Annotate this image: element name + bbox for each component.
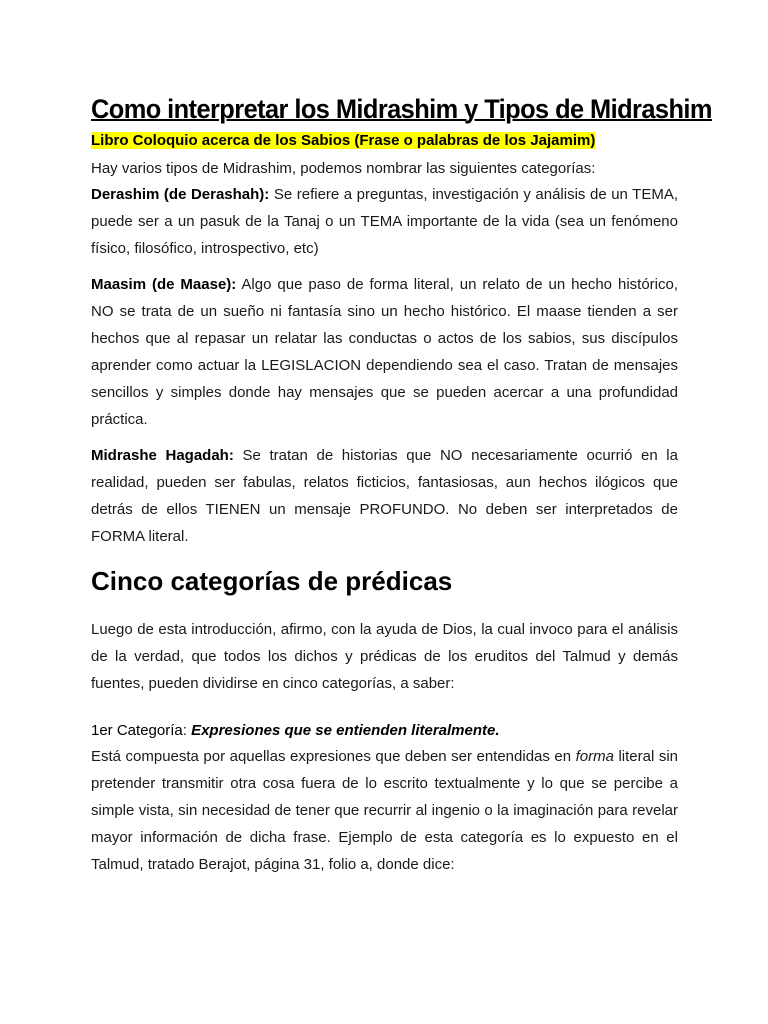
section-text: Algo que paso de forma literal, un relato de un hecho histórico, NO se trata de un sueño ni fantasía sino un hecho histórico. El maase tienden a ser hechos que al repasar un relatar las conductas o actos de los sabios, sus discípulos aprender como actuar la LEGISLACION dependiendo sea el caso. Tratan de mensajes sencillos y simples donde hay mensajes que se pueden acercar a una profundidad práctica.	[91, 276, 679, 428]
category-text-after: literal sin pretender transmitir otra cosa fuera de lo escrito textualmente y lo que se percibe a simple vista, sin necesidad de tener que recurrir al ingenio o la imaginación para revelar mayor información de dicha frase. Ejemplo de esta categoría es lo expuesto en el Talmud, tratado Berajot, página 31, folio a, donde dice:	[91, 748, 678, 873]
section-derashim	[91, 181, 678, 262]
section-text: Se refiere a preguntas, investigación y análisis de un TEMA, puede ser a un pasuk de la Tanaj o un TEMA importante de la vida (sea un fenómeno físico, filosófico, introspectivo, etc)	[91, 186, 678, 257]
section-term: Midrashe Hagadah:	[91, 447, 234, 464]
category-text-before: Está compuesta por aquellas expresiones que deben ser entendidas en	[91, 748, 576, 765]
category-1-heading	[91, 719, 678, 743]
section-text: Se tratan de historias que NO necesariamente ocurrió en la realidad, pueden ser fabulas, relatos ficticios, fantasiosas, aun hechos ilógicos que detrás de ellos TIENEN un mensaje PROFUNDO. No deben ser interpretados de FORMA literal.	[91, 447, 678, 545]
section-heading: Cinco categorías de prédicas	[91, 566, 453, 596]
category-title: Expresiones que se entienden literalmente.	[191, 722, 500, 739]
category-separator: :	[182, 722, 192, 739]
section-maasim	[91, 271, 678, 433]
category-text-italic: forma	[575, 748, 614, 765]
category-label: 1er Categoría	[91, 722, 183, 739]
document-title: Como interpretar los Midrashim y Tipos de Midrashim	[91, 94, 712, 124]
section-term: Maasim (de Maase):	[91, 276, 237, 293]
section-term: Derashim (de Derashah):	[91, 186, 270, 203]
document-content	[91, 92, 712, 878]
categories-intro-paragraph: Luego de esta introducción, afirmo, con la ayuda de Dios, la cual invoco para el análisis de la verdad, que todos los dichos y prédicas de los eruditos del Talmud y demás fuentes, pueden dividirse en cinco categorías, a saber:	[91, 621, 678, 692]
intro-paragraph: Hay varios tipos de Midrashim, podemos nombrar las siguientes categorías:	[91, 160, 596, 177]
section-midrashe-hagadah	[91, 442, 678, 550]
highlighted-subtitle: Libro Coloquio acerca de los Sabios (Frase o palabras de los Jajamim)	[91, 132, 596, 149]
subtitle	[91, 131, 678, 151]
category-1-paragraph	[91, 743, 678, 878]
